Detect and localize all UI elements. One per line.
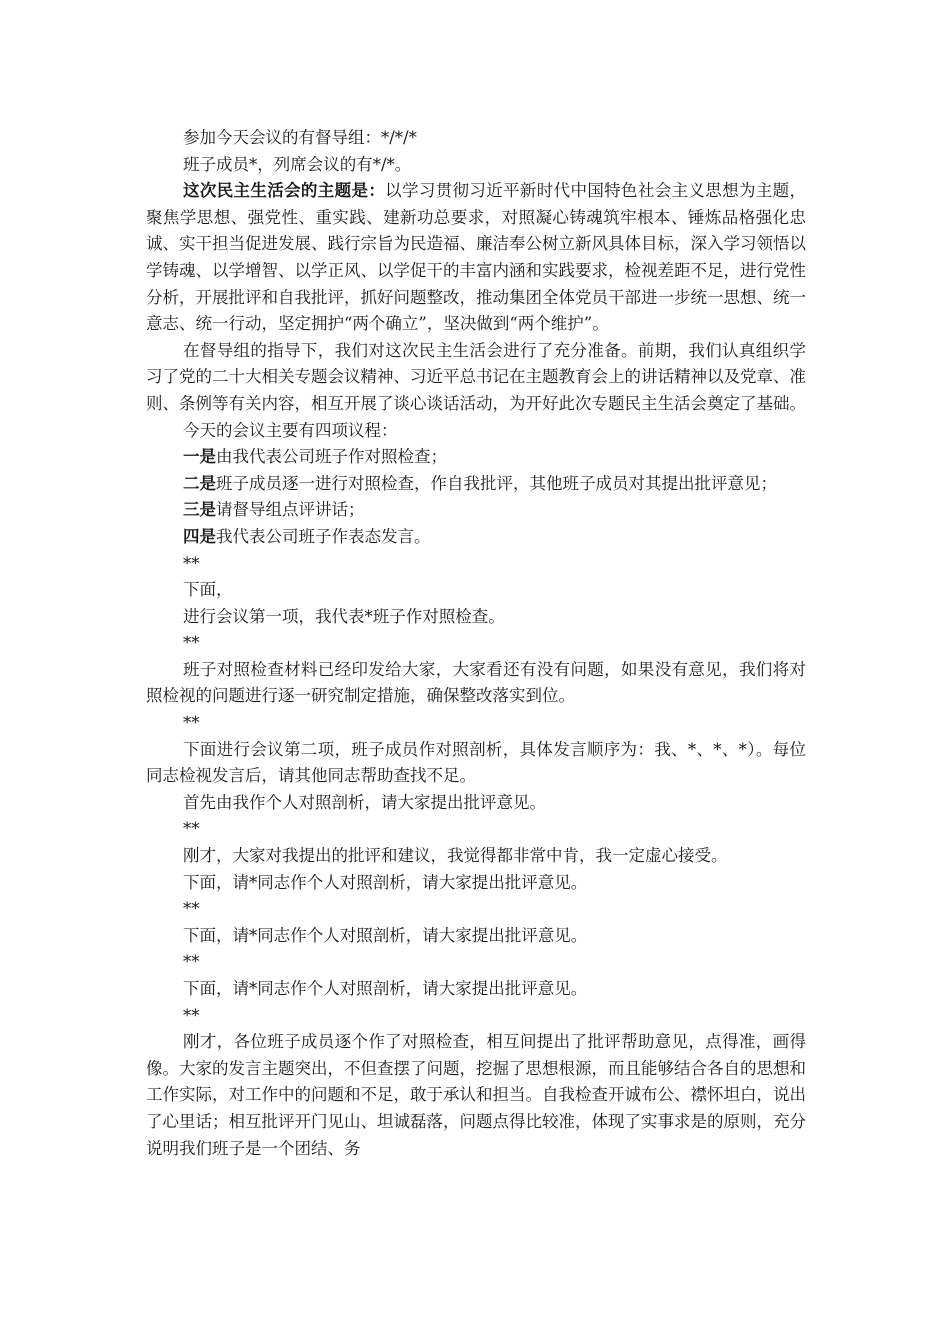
paragraph (146, 338, 806, 418)
paragraph-text: ** (183, 899, 200, 919)
paragraph (146, 1029, 806, 1162)
paragraph-text: ** (183, 819, 200, 839)
paragraph-text: 进行会议第一项，我代表*班子作对照检查。 (183, 606, 505, 626)
paragraph-text: 今天的会议主要有四项议程： (183, 420, 398, 440)
paragraph-text: 班子成员*，列席会议的有*/*。 (183, 154, 412, 174)
paragraph-text: 由我代表公司班子作对照检查； (216, 447, 447, 467)
paragraph-text: 请督导组点评讲话； (216, 500, 365, 520)
paragraph-text: ** (183, 713, 200, 733)
paragraph-text: 我代表公司班子作表态发言。 (216, 526, 431, 546)
paragraph (146, 896, 806, 923)
paragraph (146, 471, 806, 498)
paragraph (146, 125, 806, 152)
paragraph (146, 178, 806, 338)
paragraph-text: ** (183, 1005, 200, 1025)
paragraph (146, 604, 806, 631)
paragraph (146, 843, 806, 870)
paragraph-lead: 这次民主生活会的主题是： (183, 181, 386, 201)
paragraph-text: 班子对照检查材料已经印发给大家，大家看还有没有问题，如果没有意见，我们将对照检视的问题进行逐一研究制定措施，确保整改落实到位。 (146, 659, 806, 706)
paragraph (146, 497, 806, 524)
paragraph (146, 418, 806, 445)
paragraph-text: 刚才，大家对我提出的批评和建议，我觉得都非常中肯，我一定虚心接受。 (183, 846, 728, 866)
paragraph-text: 下面进行会议第二项，班子成员作对照剖析，具体发言顺序为：我、*、*、*）。每位同志检视发言后，请其他同志帮助查找不足。 (146, 739, 806, 786)
paragraph (146, 710, 806, 737)
paragraph (146, 577, 806, 604)
paragraph-lead: 三是 (183, 500, 216, 520)
paragraph-text: ** (183, 553, 200, 573)
paragraph-text: 首先由我作个人对照剖析，请大家提出批评意见。 (183, 792, 546, 812)
paragraph-text: 下面，请*同志作个人对照剖析，请大家提出批评意见。 (183, 872, 588, 892)
paragraph (146, 152, 806, 179)
paragraph-text: 班子成员逐一进行对照检查，作自我批评，其他班子成员对其提出批评意见； (216, 473, 777, 493)
paragraph (146, 870, 806, 897)
paragraph-text: 以学习贯彻习近平新时代中国特色社会主义思想为主题，聚焦学思想、强党性、重实践、建新功总要求，对照凝心铸魂筑牢根本、锤炼品格强化忠诚、实干担当促进发展、践行宗旨为民造福、廉洁奉公树立新风具体目标，深入学习领悟以学铸魂、以学增智、以学正风、以学促干的丰富内涵和实践要求，检视差距不足，进行党性分析，开展批评和自我批评，抓好问题整改，推动集团全体党员干部进一步统一思想、统一意志、统一行动，坚定拥护“两个确立”，坚决做到“两个维护”。 (146, 181, 807, 334)
paragraph-text: ** (183, 952, 200, 972)
paragraph (146, 737, 806, 790)
paragraph (146, 524, 806, 551)
paragraph-text: 下面， (183, 580, 233, 600)
paragraph-text: 下面，请*同志作个人对照剖析，请大家提出批评意见。 (183, 925, 588, 945)
paragraph-text: 参加今天会议的有督导组：*/*/* (183, 128, 417, 147)
paragraph (146, 657, 806, 710)
paragraph (146, 630, 806, 657)
paragraph-text: ** (183, 633, 200, 653)
paragraph (146, 949, 806, 976)
paragraph-text: 在督导组的指导下，我们对这次民主生活会进行了充分准备。前期，我们认真组织学习了党的二十大相关专题会议精神、习近平总书记在主题教育会上的讲话精神以及党章、准则、条例等有关内容，相互开展了谈心谈话活动，为开好此次专题民主生活会奠定了基础。 (146, 340, 806, 413)
paragraph-lead: 四是 (183, 526, 216, 546)
paragraph (146, 976, 806, 1003)
paragraph-lead: 二是 (183, 473, 216, 493)
paragraph (146, 444, 806, 471)
paragraph-text: 下面，请*同志作个人对照剖析，请大家提出批评意见。 (183, 979, 588, 998)
paragraph (146, 551, 806, 578)
paragraph (146, 790, 806, 817)
paragraph-text: 刚才，各位班子成员逐个作了对照检查，相互间提出了批评帮助意见，点得准，画得像。大家的发言主题突出，不但查摆了问题，挖掘了思想根源，而且能够结合各自的思想和工作实际，对工作中的问题和不足，敢于承认和担当。自我检查开诚布公、襟怀坦白，说出了心里话；相互批评开门见山、坦诚磊落，问题点得比较准，体现了实事求是的原则，充分说明我们班子是一个团结、务 (146, 1032, 806, 1158)
paragraph (146, 1003, 806, 1030)
paragraph-lead: 一是 (183, 447, 216, 467)
paragraph (146, 923, 806, 950)
document-body (146, 125, 806, 1162)
paragraph (146, 816, 806, 843)
